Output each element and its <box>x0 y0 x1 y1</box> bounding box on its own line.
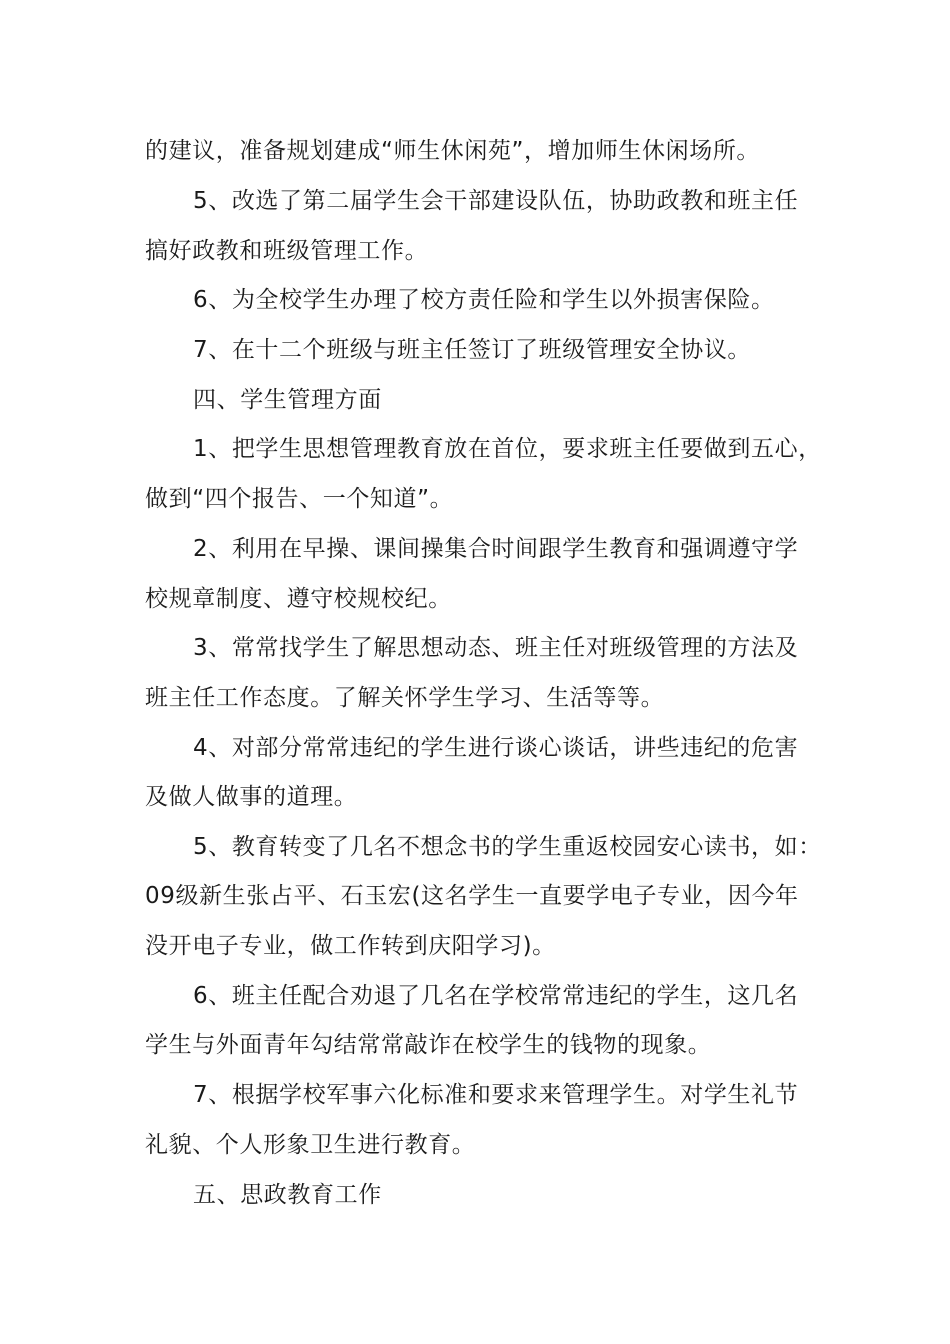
paragraph-line: 09级新生张占平、石玉宏(这名学生一直要学电子专业，因今年 <box>145 883 799 909</box>
section-heading: 五、思政教育工作 <box>193 1182 382 1208</box>
paragraph-line: 的建议，准备规划建成“师生休闲苑”，增加师生休闲场所。 <box>145 138 761 164</box>
paragraph-line: 学生与外面青年勾结常常敲诈在校学生的钱物的现象。 <box>145 1032 712 1058</box>
paragraph-line: 做到“四个报告、一个知道”。 <box>145 486 454 512</box>
paragraph-line: 没开电子专业，做工作转到庆阳学习)。 <box>145 933 556 959</box>
paragraph-line: 5、教育转变了几名不想念书的学生重返校园安心读书，如： <box>193 834 822 860</box>
paragraph-line: 5、改选了第二届学生会干部建设队伍，协助政教和班主任 <box>193 188 799 214</box>
paragraph-line: 3、常常找学生了解思想动态、班主任对班级管理的方法及 <box>193 635 799 661</box>
paragraph-line: 班主任工作态度。了解关怀学生学习、生活等等。 <box>145 685 665 711</box>
paragraph-line: 6、为全校学生办理了校方责任险和学生以外损害保险。 <box>193 287 775 313</box>
paragraph-line: 7、根据学校军事六化标准和要求来管理学生。对学生礼节 <box>193 1082 799 1108</box>
paragraph-line: 2、利用在早操、课间操集合时间跟学生教育和强调遵守学 <box>193 536 799 562</box>
paragraph-line: 1、把学生思想管理教育放在首位，要求班主任要做到五心， <box>193 436 822 462</box>
paragraph-line: 礼貌、个人形象卫生进行教育。 <box>145 1132 476 1158</box>
paragraph-line: 6、班主任配合劝退了几名在学校常常违纪的学生，这几名 <box>193 983 799 1009</box>
paragraph-line: 7、在十二个班级与班主任签订了班级管理安全协议。 <box>193 337 752 363</box>
paragraph-line: 搞好政教和班级管理工作。 <box>145 238 429 264</box>
section-heading: 四、学生管理方面 <box>193 387 382 413</box>
paragraph-line: 及做人做事的道理。 <box>145 784 358 810</box>
paragraph-line: 校规章制度、遵守校规校纪。 <box>145 586 452 612</box>
paragraph-line: 4、对部分常常违纪的学生进行谈心谈话，讲些违纪的危害 <box>193 735 799 761</box>
